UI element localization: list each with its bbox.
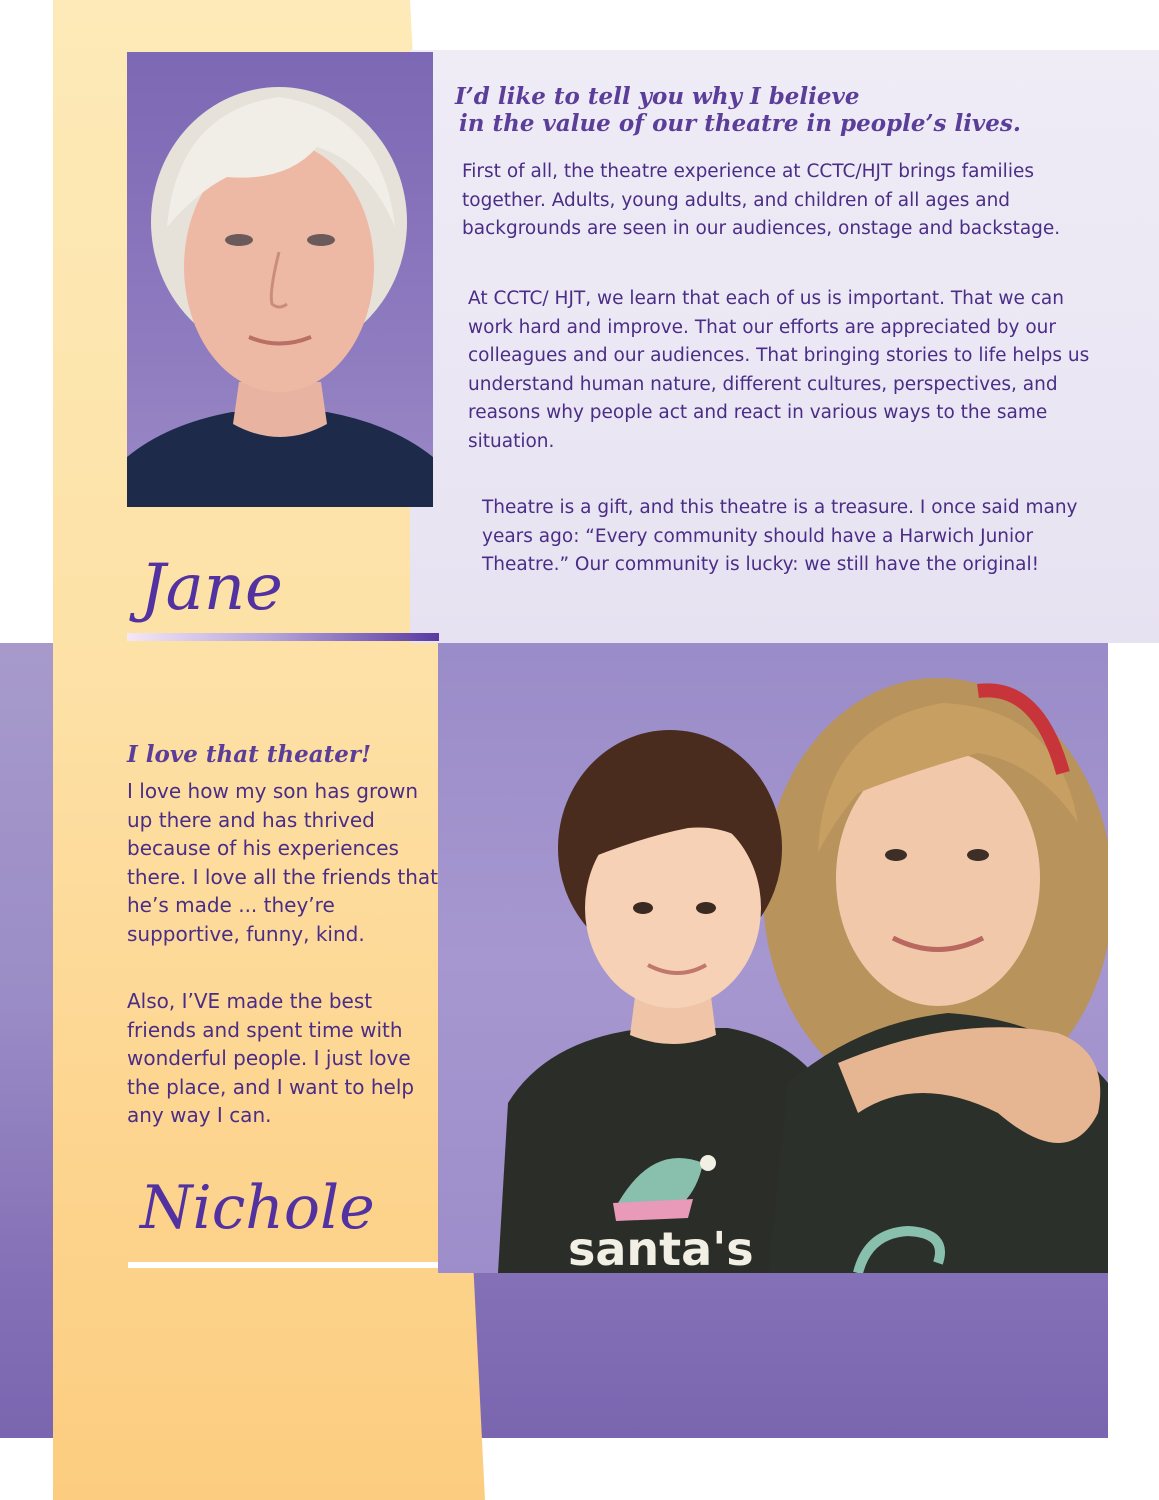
jane-quote-title <box>455 83 1135 137</box>
nichole-divider <box>128 1262 472 1268</box>
shirt-print-text: santa's <box>568 1222 754 1273</box>
jane-portrait-photo <box>127 52 433 507</box>
jane-divider <box>127 633 439 641</box>
jane-paragraph-3: Theatre is a gift, and this theatre is a treasure. I once said many years ago: “Every community should have a Harwich Junior Theatre.” Our community is lucky: we still have the original! <box>482 497 1078 575</box>
nichole-quote-title: I love that theater! <box>127 741 372 768</box>
nichole-paragraph-2: Also, I’VE made the best friends and spent time with wonderful people. I just love the place, and I want to help any way I can. <box>127 989 415 1127</box>
jane-quote-title-line2: in the value of our theatre in people’s lives. <box>459 110 1021 137</box>
jane-paragraph-2: At CCTC/ HJT, we learn that each of us is important. That we can work hard and improve. That our efforts are appreciated by our colleagues and our audiences. That bringing stories to life helps us understand human nature, different cultures, perspectives, and reasons why people act and react in various ways to the same situation. <box>468 288 1090 452</box>
nichole-family-photo <box>438 643 1108 1273</box>
jane-paragraph-1: First of all, the theatre experience at CCTC/HJT brings families together. Adults, young adults, and children of all ages and backgrounds are seen in our audiences, onstage and backstage. <box>462 161 1061 239</box>
jane-signature: Jane <box>140 551 283 625</box>
jane-quote-title-line1: I’d like to tell you why I believe <box>455 83 860 110</box>
nichole-paragraph-1: I love how my son has grown up there and has thrived because of his experiences there. I love all the friends that he’s made ... they’re supportive, funny, kind. <box>127 779 438 946</box>
nichole-signature: Nichole <box>140 1173 375 1243</box>
